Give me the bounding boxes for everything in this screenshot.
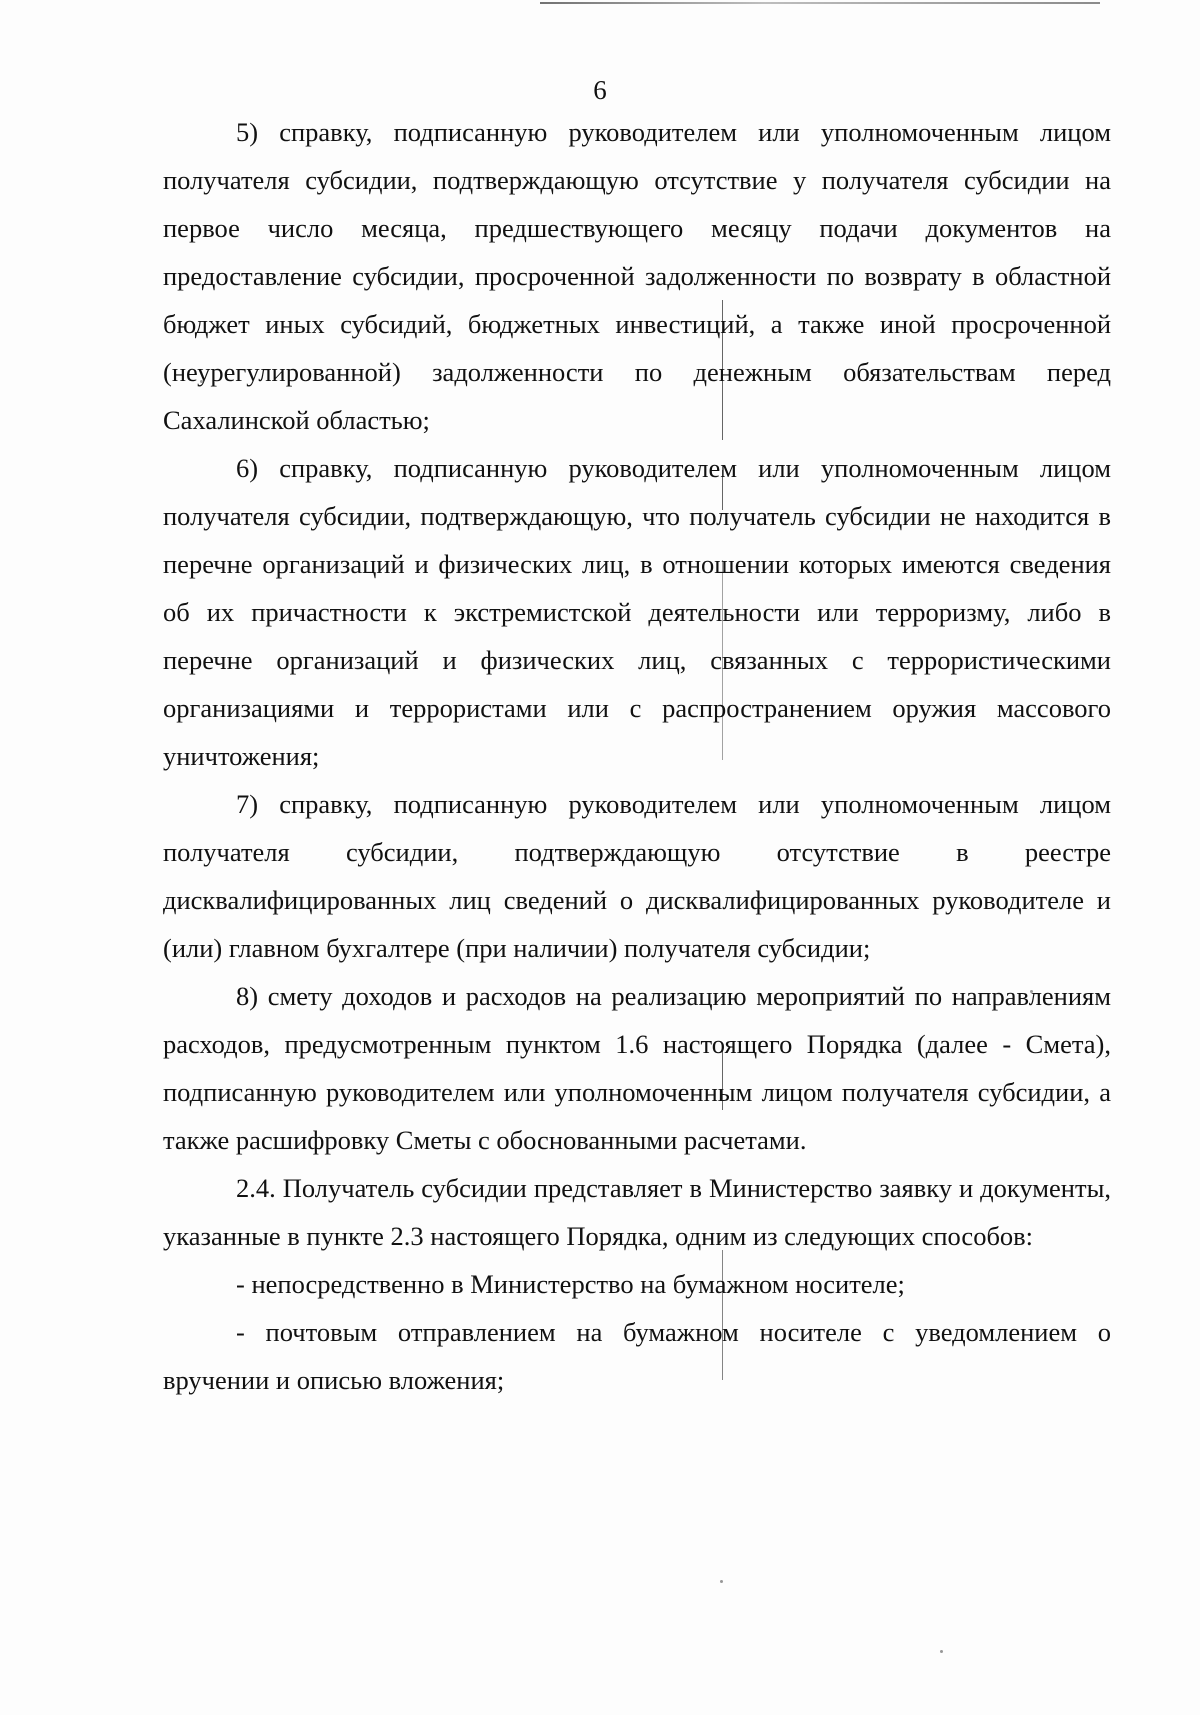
scan-speck xyxy=(940,1650,943,1653)
paragraph-item-6: 6) справку, подписанную руководителем или уполномоченным лицом получателя субсидии, подтверждающую, что получатель субсидии не находится в перечне организаций и физических лиц, в отношении которых имеются сведения об их причастности к экстремистской деятельности или терроризму, либо в перечне организаций и физических лиц, связанных с террористическими организациями и террористами или с распространением оружия массового уничтожения; xyxy=(163,453,1111,771)
scan-artifact-line xyxy=(540,2,1100,4)
paragraph-method-post: - почтовым отправлением на бумажном носителе с уведомлением о вручении и описью вложения; xyxy=(163,1317,1111,1395)
paragraph-section-2-4: 2.4. Получатель субсидии представляет в Министерство заявку и документы, указанные в пункте 2.3 настоящего Порядка, одним из следующих способов: xyxy=(163,1173,1111,1251)
document-body xyxy=(163,108,1111,1404)
paragraph-method-direct: - непосредственно в Министерство на бумажном носителе; xyxy=(236,1269,905,1299)
paragraph-item-7: 7) справку, подписанную руководителем или уполномоченным лицом получателя субсидии, подтверждающую отсутствие в реестре дисквалифицированных лиц сведений о дисквалифицированных руководителе и (или) главном бухгалтере (при наличии) получателя субсидии; xyxy=(163,789,1111,963)
page-number: 6 xyxy=(593,75,607,105)
paragraph-item-5: 5) справку, подписанную руководителем или уполномоченным лицом получателя субсидии, подтверждающую отсутствие у получателя субсидии на первое число месяца, предшествующего месяцу подачи документов на предоставление субсидии, просроченной задолженности по возврату в областной бюджет иных субсидий, бюджетных инвестиций, а также иной просроченной (неурегулированной) задолженности по денежным обязательствам перед Сахалинской областью; xyxy=(163,117,1111,435)
scan-speck xyxy=(720,1580,723,1583)
paragraph-item-8: 8) смету доходов и расходов на реализацию мероприятий по направлениям расходов, предусмотренным пунктом 1.6 настоящего Порядка (далее - Смета), подписанную руководителем или уполномоченным лицом получателя субсидии, а также расшифровку Сметы с обоснованными расчетами. xyxy=(163,981,1111,1155)
